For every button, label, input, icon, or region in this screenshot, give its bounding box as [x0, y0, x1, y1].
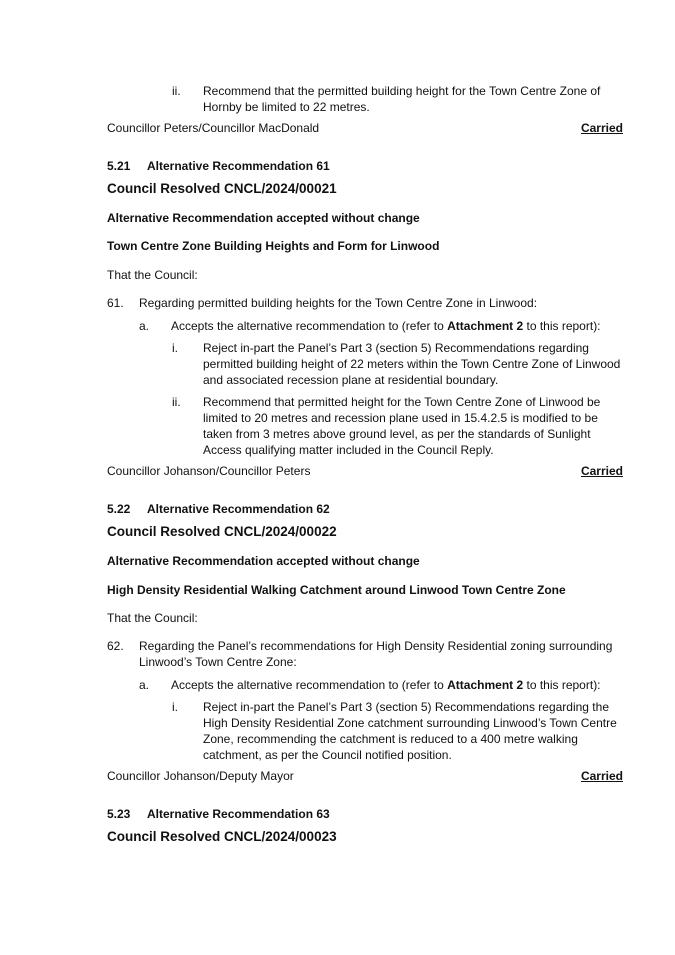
sub-text-pre: Accepts the alternative recommendation to (refer to — [171, 319, 448, 333]
resolution-id: Council Resolved CNCL/2024/00021 — [107, 181, 337, 196]
attachment-ref: Attachment 2 — [447, 678, 524, 692]
recommendation-text: Recommend that permitted height for the Town Centre Zone of Linwood be limited to 20 metres and recession plane used in 15.4.2.5 is modified to be taken from 3 metres above ground level, as per the standards of Sunlight Access qualifying matter included in the Council Reply. — [203, 395, 601, 457]
section-heading — [107, 806, 607, 822]
section-title: Alternative Recommendation 62 — [147, 502, 330, 516]
carried-status: Carried — [580, 464, 623, 478]
intro-text: That the Council: — [107, 268, 198, 282]
sub-item-text — [171, 677, 631, 693]
intro-text: That the Council: — [107, 611, 198, 625]
item-number: 61. — [107, 296, 124, 310]
list-marker: i. — [172, 700, 178, 714]
attachment-ref: Attachment 2 — [447, 319, 524, 333]
accepted-note: Alternative Recommendation accepted without change — [107, 554, 420, 568]
mover-line — [107, 768, 623, 784]
topic-heading: High Density Residential Walking Catchment around Linwood Town Centre Zone — [107, 583, 566, 597]
item-number: 62. — [107, 639, 124, 653]
list-marker: i. — [172, 341, 178, 355]
carried-status: Carried — [580, 121, 623, 135]
section-title: Alternative Recommendation 61 — [147, 159, 330, 173]
sub-text-post: to this report): — [523, 319, 601, 333]
carried-status: Carried — [580, 769, 623, 783]
section-heading — [107, 501, 607, 517]
item-text: Regarding the Panel’s recommendations for High Density Residential zoning surrounding Linwood’s Town Centre Zone: — [139, 639, 613, 669]
mover-names: Councillor Peters/Councillor MacDonald — [107, 121, 320, 135]
accepted-note: Alternative Recommendation accepted without change — [107, 211, 420, 225]
item-text: Regarding permitted building heights for the Town Centre Zone in Linwood: — [139, 296, 538, 310]
mover-line — [107, 463, 623, 479]
section-number: 5.21 — [107, 159, 131, 173]
section-title: Alternative Recommendation 63 — [147, 807, 330, 821]
recommendation-text: Reject in-part the Panel’s Part 3 (section 5) Recommendations regarding the High Density Residential Zone catchment surrounding Linwood’s Town Centre Zone, recommending the catchment is reduced to a 400 metre walking catchment, as per the Council notified position. — [203, 700, 617, 762]
section-heading — [107, 158, 607, 174]
sub-text-post: to this report): — [523, 678, 601, 692]
resolution-id: Council Resolved CNCL/2024/00022 — [107, 524, 337, 539]
list-marker: ii. — [172, 84, 181, 98]
sub-marker: a. — [139, 319, 150, 333]
mover-names: Councillor Johanson/Councillor Peters — [107, 464, 311, 478]
resolution-id: Council Resolved CNCL/2024/00023 — [107, 829, 337, 844]
sub-item-text — [171, 318, 631, 334]
list-marker: ii. — [172, 395, 181, 409]
recommendation-text: Recommend that the permitted building height for the Town Centre Zone of Hornby be limited to 22 metres. — [203, 84, 601, 114]
topic-heading: Town Centre Zone Building Heights and Form for Linwood — [107, 239, 440, 253]
section-number: 5.23 — [107, 807, 131, 821]
sub-text-pre: Accepts the alternative recommendation to (refer to — [171, 678, 448, 692]
mover-line — [107, 120, 623, 136]
section-number: 5.22 — [107, 502, 131, 516]
sub-marker: a. — [139, 678, 150, 692]
recommendation-text: Reject in-part the Panel’s Part 3 (section 5) Recommendations regarding permitted building height of 22 meters within the Town Centre Zone of Linwood and associated recession plane at residential boundary. — [203, 341, 621, 387]
mover-names: Councillor Johanson/Deputy Mayor — [107, 769, 294, 783]
